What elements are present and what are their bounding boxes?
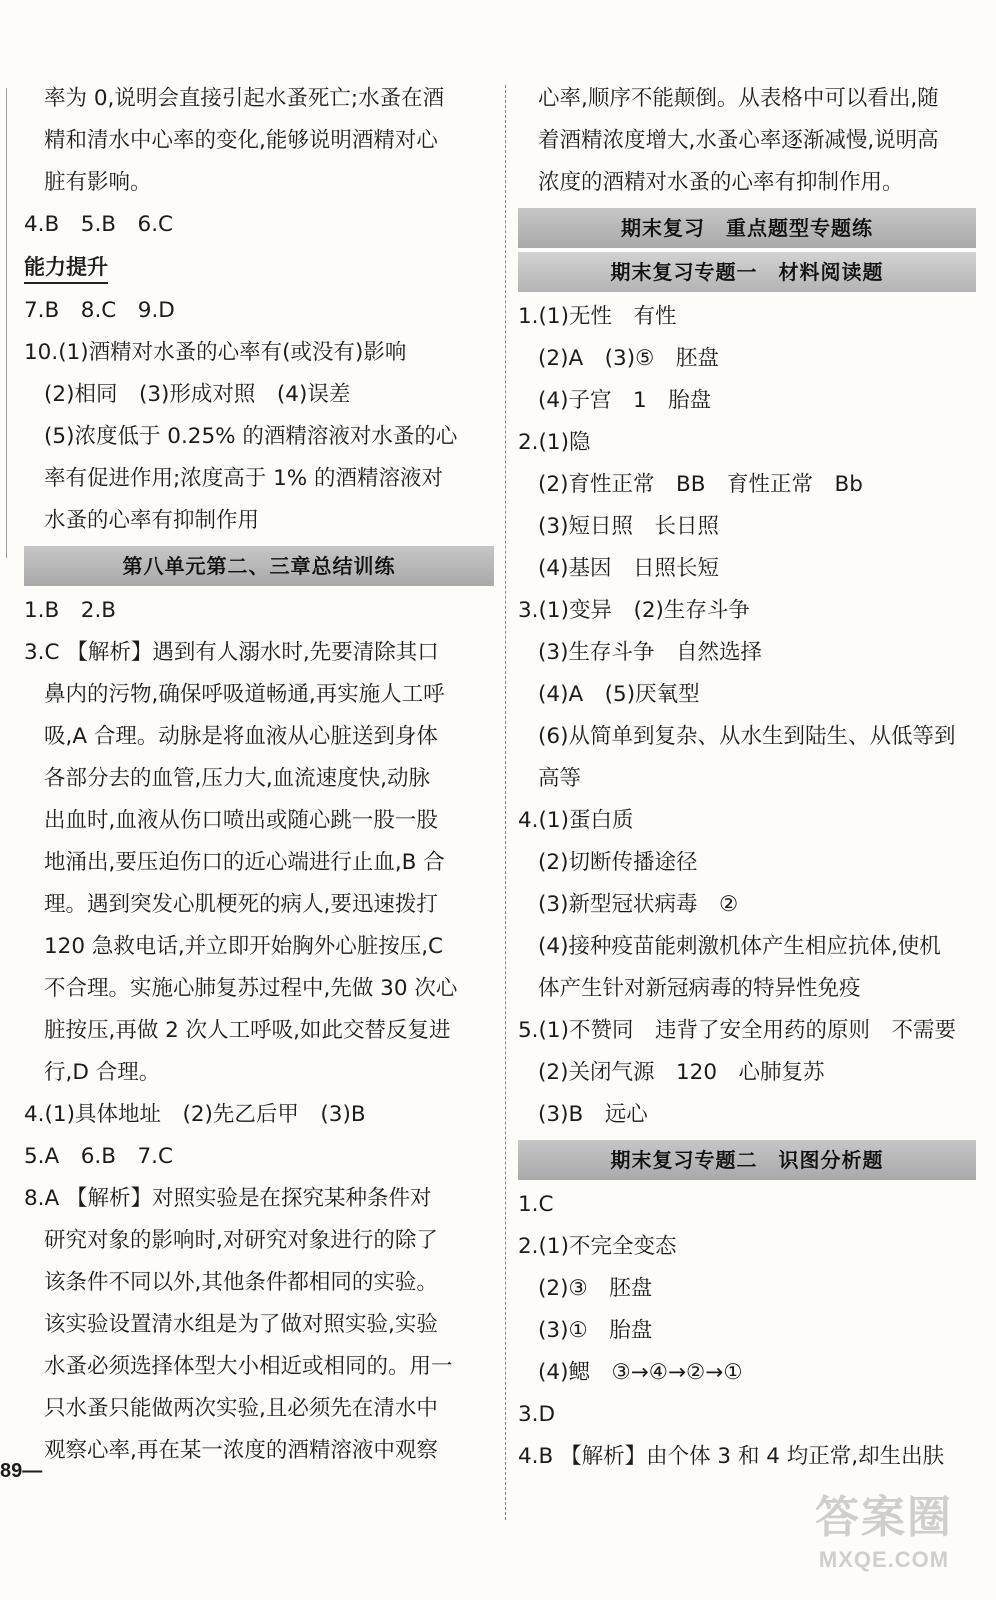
answer-line: 5.(1)不赞同 违背了安全用药的原则 不需要 — [518, 1018, 956, 1043]
text-line: (3)① 胎盘 — [538, 1318, 653, 1343]
text-line: 该实验设置清水组是为了做对照实验,实验 — [44, 1312, 438, 1337]
text-line: (4)子宫 1 胎盘 — [538, 388, 712, 413]
section-heading-ability: 能力提升 — [24, 252, 108, 284]
text-line: (3)新型冠状病毒 ② — [538, 892, 739, 917]
text-line: 研究对象的影响时,对研究对象进行的除了 — [44, 1228, 438, 1253]
page-number: 89— — [0, 1460, 43, 1482]
text-line: 不合理。实施心肺复苏过程中,先做 30 次心 — [44, 976, 458, 1001]
text-line: 率有促进作用;浓度高于 1% 的酒精溶液对 — [44, 466, 444, 491]
text-line: 心率,顺序不能颠倒。从表格中可以看出,随 — [538, 86, 939, 111]
section-bar-topic2: 期末复习专题二 识图分析题 — [518, 1140, 976, 1180]
answer-line: 1.B 2.B — [24, 598, 117, 623]
text-line: (2)切断传播途径 — [538, 850, 698, 875]
answer-line: 3.D — [518, 1402, 556, 1427]
answer-line: 3.C 【解析】遇到有人溺水时,先要清除其口 — [24, 640, 439, 665]
answer-line: 1.(1)无性 有性 — [518, 304, 677, 329]
text-line: (2)关闭气源 120 心肺复苏 — [538, 1060, 825, 1085]
text-line: 观察心率,再在某一浓度的酒精溶液中观察 — [44, 1438, 438, 1463]
answer-line: 3.(1)变异 (2)生存斗争 — [518, 598, 750, 623]
answer-line: 2.(1)不完全变态 — [518, 1234, 677, 1259]
text-line: (2)A (3)⑤ 胚盘 — [538, 346, 719, 371]
text-line: 该条件不同以外,其他条件都相同的实验。 — [44, 1270, 438, 1295]
text-line: (3)B 远心 — [538, 1102, 648, 1127]
text-line: 着酒精浓度增大,水蚤心率逐渐减慢,说明高 — [538, 128, 939, 153]
text-line: (4)接种疫苗能刺激机体产生相应抗体,使机 — [538, 934, 941, 959]
text-line: 只水蚤只能做两次实验,且必须先在清水中 — [44, 1396, 438, 1421]
text-line: (3)生存斗争 自然选择 — [538, 640, 762, 665]
text-line: 体产生针对新冠病毒的特异性免疫 — [538, 976, 861, 1001]
text-line: 脏按压,再做 2 次人工呼吸,如此交替反复进 — [44, 1018, 451, 1043]
text-line: 各部分去的血管,压力大,血流速度快,动脉 — [44, 766, 431, 791]
section-bar-final-review: 期末复习 重点题型专题练 — [518, 208, 976, 248]
text-line: 水蚤的心率有抑制作用 — [44, 508, 260, 533]
text-line: (2)相同 (3)形成对照 (4)误差 — [44, 382, 351, 407]
left-column — [24, 78, 494, 1472]
text-line: (2)育性正常 BB 育性正常 Bb — [538, 472, 863, 497]
left-margin-line — [6, 88, 7, 558]
text-line: (6)从简单到复杂、从水生到陆生、从低等到 — [538, 724, 956, 749]
text-line: 120 急救电话,并立即开始胸外心脏按压,C — [44, 934, 444, 959]
text-line: 行,D 合理。 — [44, 1060, 161, 1085]
answer-line: 7.B 8.C 9.D — [24, 298, 175, 323]
text-line: 出血时,血液从伤口喷出或随心跳一股一股 — [44, 808, 438, 833]
site-watermark — [784, 1490, 984, 1590]
answer-line: 4.(1)蛋白质 — [518, 808, 634, 833]
text-line: 地涌出,要压迫伤口的近心端进行止血,B 合 — [44, 850, 445, 875]
answer-line: 8.A 【解析】对照实验是在探究某种条件对 — [24, 1186, 432, 1211]
text-line: (3)短日照 长日照 — [538, 514, 719, 539]
text-line: 吸,A 合理。动脉是将血液从心脏送到身体 — [44, 724, 438, 749]
text-line: 浓度的酒精对水蚤的心率有抑制作用。 — [538, 170, 904, 195]
text-line: 率为 0,说明会直接引起水蚤死亡;水蚤在酒 — [44, 86, 445, 111]
answer-line: 4.(1)具体地址 (2)先乙后甲 (3)B — [24, 1102, 366, 1127]
text-line: 脏有影响。 — [44, 170, 152, 195]
text-line: 理。遇到突发心肌梗死的病人,要迅速拨打 — [44, 892, 438, 917]
text-line: 水蚤必须选择体型大小相近或相同的。用一 — [44, 1354, 453, 1379]
answer-line: 5.A 6.B 7.C — [24, 1144, 174, 1169]
text-line: (4)鳃 ③→④→②→① — [538, 1360, 743, 1385]
text-line: (4)基因 日照长短 — [538, 556, 719, 581]
right-column — [518, 78, 976, 1478]
answer-line: 4.B 5.B 6.C — [24, 212, 174, 237]
text-line: 高等 — [538, 766, 582, 791]
text-line: 精和清水中心率的变化,能够说明酒精对心 — [44, 128, 438, 153]
text-line: 鼻内的污物,确保呼吸道畅通,再实施人工呼 — [44, 682, 445, 707]
answer-line: 4.B 【解析】由个体 3 和 4 均正常,却生出肤 — [518, 1444, 945, 1469]
answer-line: 1.C — [518, 1192, 554, 1217]
watermark-title: 答案圈 — [815, 1493, 953, 1542]
column-divider — [505, 85, 506, 1520]
answer-line: 2.(1)隐 — [518, 430, 591, 455]
section-bar-unit8: 第八单元第二、三章总结训练 — [24, 546, 494, 586]
text-line: (5)浓度低于 0.25% 的酒精溶液对水蚤的心 — [44, 424, 458, 449]
answer-line: 10.(1)酒精对水蚤的心率有(或没有)影响 — [24, 340, 407, 365]
text-line: (4)A (5)厌氧型 — [538, 682, 700, 707]
section-bar-topic1: 期末复习专题一 材料阅读题 — [518, 252, 976, 292]
watermark-url: MXQE.COM — [818, 1547, 950, 1572]
text-line: (2)③ 胚盘 — [538, 1276, 653, 1301]
